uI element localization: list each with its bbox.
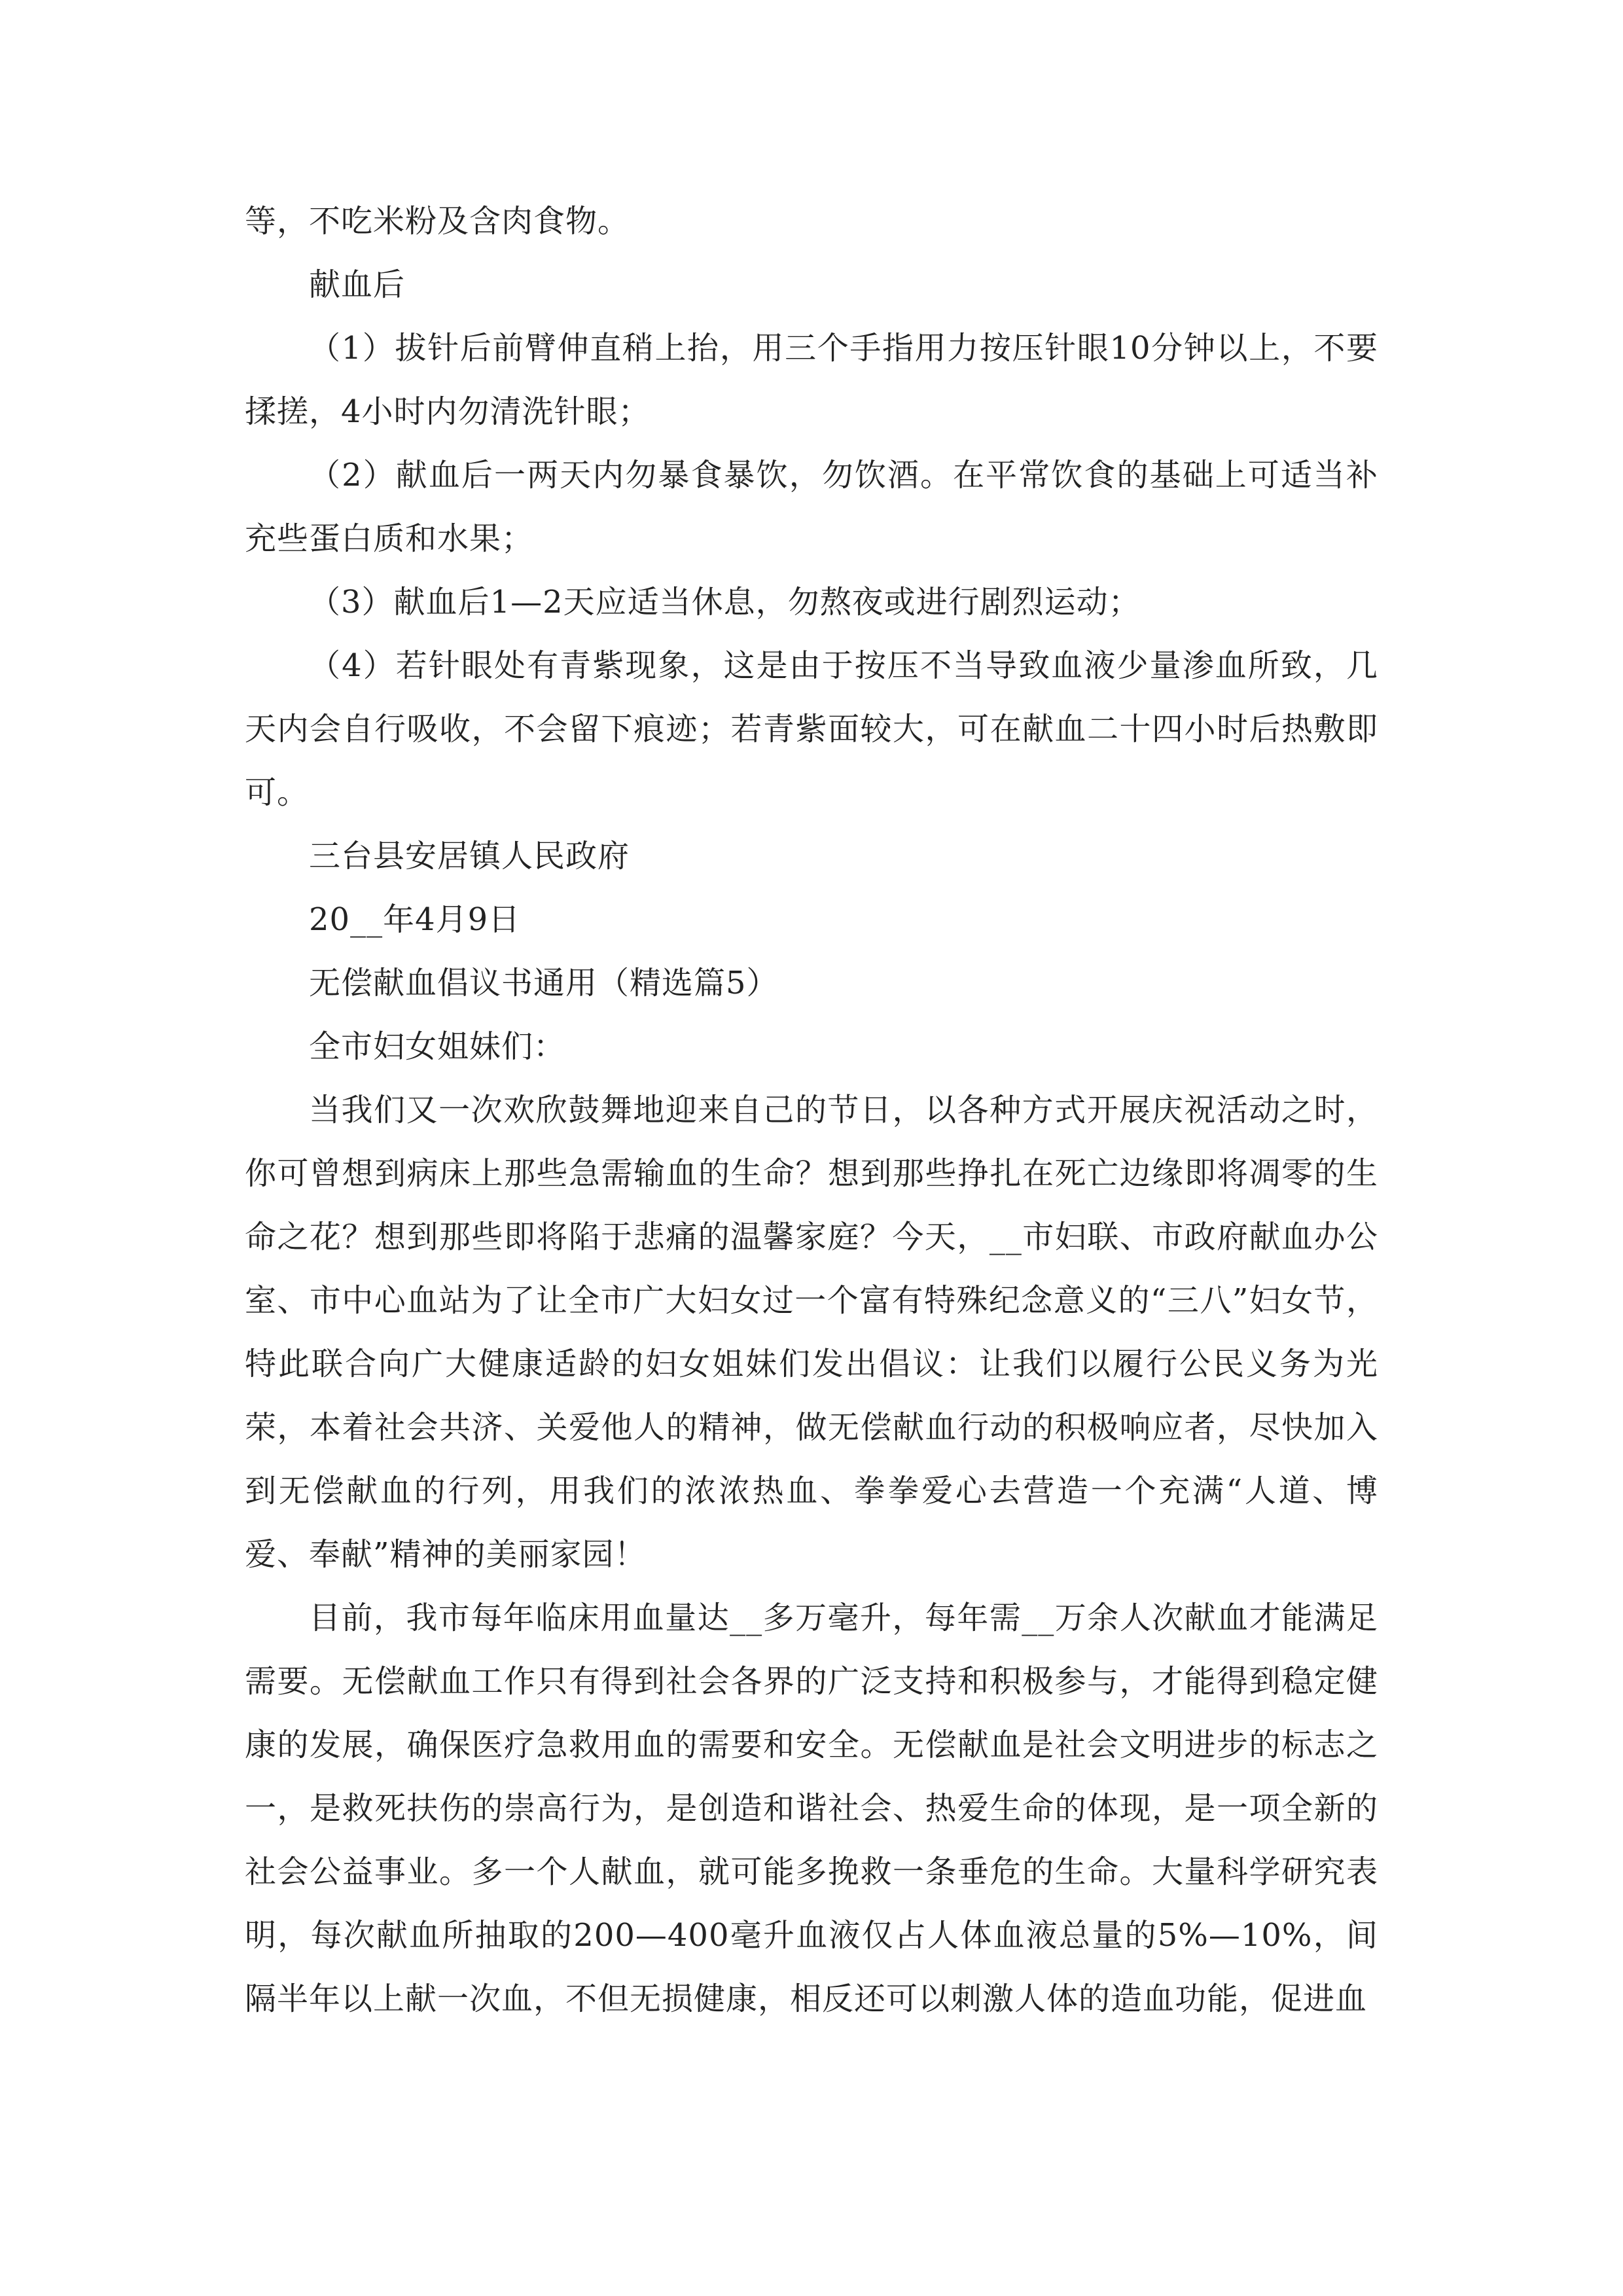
after-donation-item-4: （4）若针眼处有青紫现象，这是由于按压不当导致血液少量渗血所致，几天内会自行吸收，不会留下痕迹；若青紫面较大，可在献血二十四小时后热敷即可。	[245, 647, 1378, 811]
after-donation-item-3: （3）献血后1—2天应适当休息，勿熬夜或进行剧烈运动；	[309, 584, 1141, 620]
after-donation-item-2: （2）献血后一两天内勿暴食暴饮，勿饮酒。在平常饮食的基础上可适当补充些蛋白质和水果；	[245, 457, 1378, 557]
signature-date: 20__年4月9日	[309, 901, 521, 938]
continuation-paragraph: 等，不吃米粉及含肉食物。	[245, 203, 630, 240]
after-donation-heading: 献血后	[309, 266, 406, 303]
after-donation-item-1: （1）拔针后前臂伸直稍上抬，用三个手指用力按压针眼10分钟以上，不要揉搓，4小时内勿清洗针眼；	[245, 330, 1378, 430]
document-body	[245, 190, 1378, 2031]
salutation: 全市妇女姐妹们：	[309, 1028, 566, 1065]
section-title: 无偿献血倡议书通用（精选篇5）	[309, 965, 779, 1001]
signature-organization: 三台县安居镇人民政府	[309, 838, 630, 874]
body-paragraph-1: 当我们又一次欢欣鼓舞地迎来自己的节日，以各种方式开展庆祝活动之时，你可曾想到病床上那些急需输血的生命？想到那些挣扎在死亡边缘即将凋零的生命之花？想到那些即将陷于悲痛的温馨家庭？今天，__市妇联、市政府献血办公室、市中心血站为了让全市广大妇女过一个富有特殊纪念意义的“三八”妇女节，特此联合向广大健康适龄的妇女姐妹们发出倡议：让我们以履行公民义务为光荣，本着社会共济、关爱他人的精神，做无偿献血行动的积极响应者，尽快加入到无偿献血的行列，用我们的浓浓热血、拳拳爱心去营造一个充满“人道、博爱、奉献”精神的美丽家园！	[245, 1092, 1378, 1573]
body-paragraph-2: 目前，我市每年临床用血量达__多万毫升，每年需__万余人次献血才能满足需要。无偿献血工作只有得到社会各界的广泛支持和积极参与，才能得到稳定健康的发展，确保医疗急救用血的需要和安全。无偿献血是社会文明进步的标志之一，是救死扶伤的崇高行为，是创造和谐社会、热爱生命的体现，是一项全新的社会公益事业。多一个人献血，就可能多挽救一条垂危的生命。大量科学研究表明，每次献血所抽取的200—400毫升血液仅占人体血液总量的5%—10%，间隔半年以上献一次血，不但无损健康，相反还可以刺激人体的造血功能，促进血	[245, 1600, 1378, 2017]
